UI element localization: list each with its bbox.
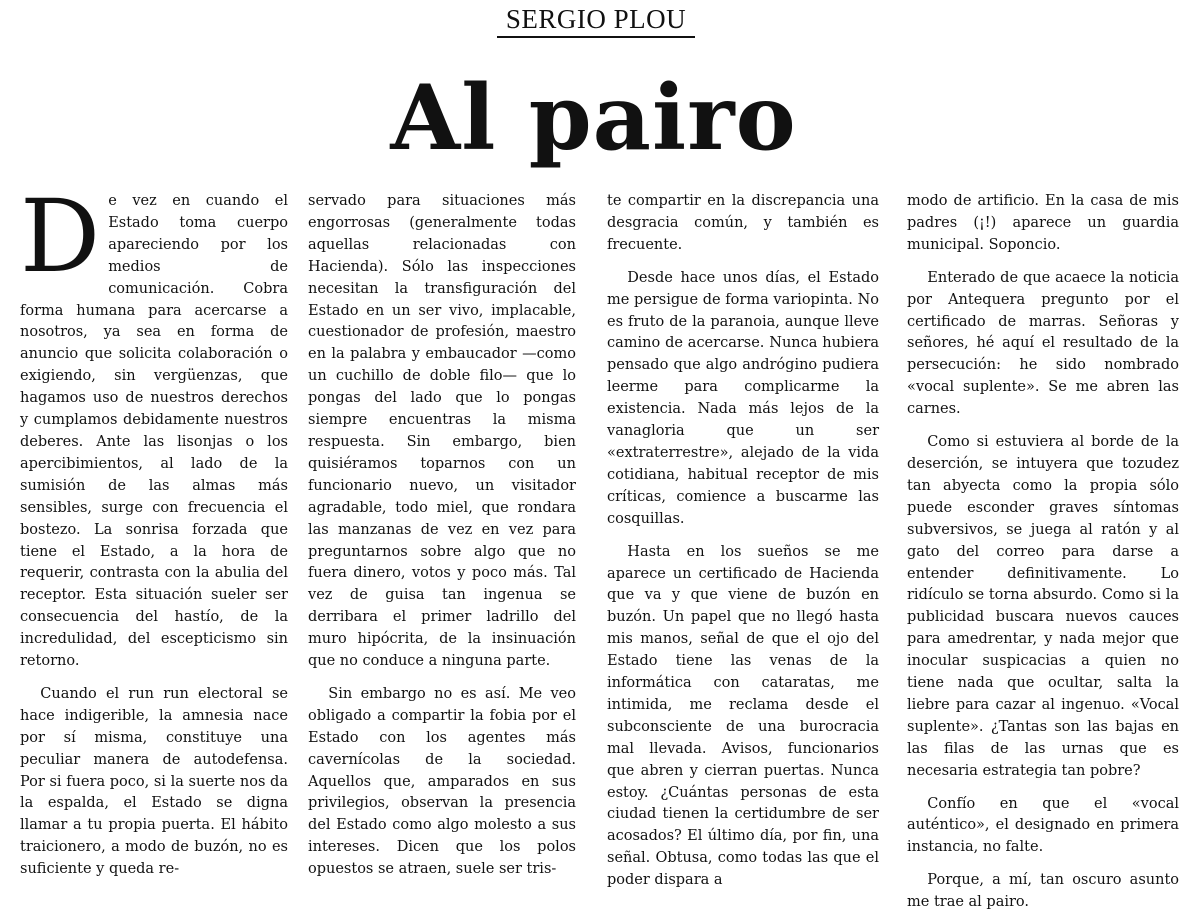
article-paragraph: Hasta en los sueños se me aparece un certificado de Hacienda que va y que viene de buzón en buzón. Un papel que no llegó hasta mis manos, señal de que el ojo del Estado tiene las venas de la informática con cataratas, me intimida, me reclama desde el subconsciente de una burocracia mal llevada. Avisos, funcionarios que abren y cierran puertas. Nunca estoy. ¿Cuántas personas de esta ciudad tienen la certidumbre de ser acosados? El último día, por fin, una señal. Obtusa, como todas las que el poder dispara a — [607, 543, 879, 889]
article-paragraph: Como si estuviera al borde de la deserción, se intuyera que tozudez tan abyecta como la propia sólo puede esconder graves síntomas subversivos, se juega al ratón y al gato del correo para darse a entender definitivamente. Lo ridículo se torna absurdo. Como si la publicidad buscara nuevos cauces para amedrentar, y nada mejor que inocular suspicacias a quien no tiene nada que ocultar, salta la liebre para cazar al ingenuo. «Vocal suplente». ¿Tantas son las bajas en las filas de las urnas que es necesaria estrategia tan pobre? — [907, 434, 1179, 779]
article-paragraph: te compartir en la discrepancia una desgracia común, y también es frecuente. — [607, 193, 879, 253]
article-paragraph: servado para situaciones más engorrosas (generalmente todas aquellas relacionadas con Hacienda). Sólo las inspecciones necesitan la transfiguración del Estado en un ser vivo, implacable, cuestionador de profesión, maestro en la palabra y embaucador —como un cuchillo de doble filo— que lo pongas del lado que lo pongas siempre encuentras la misma respuesta. Sin embargo, bien quisiéramos toparnos con un funcionario nuevo, un visitador agradable, todo miel, que rondara las manzanas de vez en vez para preguntarnos sobre algo que no fuera dinero, votos y poco más. Tal vez de guisa tan ingenua se derribara el primer ladrillo del muro hipócrita, de la insinuación que no conduce a ninguna parte. — [308, 193, 576, 670]
article-paragraph: Enterado de que acaece la noticia por Antequera pregunto por el certificado de marras. Señoras y señores, hé aquí el resultado de la persecución: he sido nombrado «vocal suplente». Se me abren las carnes. — [907, 269, 1179, 418]
article-paragraph: Porque, a mí, tan oscuro asunto me trae al pairo. — [907, 872, 1179, 911]
article-column-3 — [607, 191, 879, 889]
article-column-1 — [20, 178, 288, 878]
drop-cap: D — [20, 178, 101, 295]
article-headline: Al pairo — [390, 65, 797, 171]
article-paragraph: Cuando el run run electoral se hace indigerible, la amnesia nace por sí misma, constituye una peculiar manera de autodefensa. Por si fuera poco, si la suerte nos da la espalda, el Estado se digna llamar a tu propia puerta. El hábito traicionero, a modo de buzón, no es suficiente y queda re- — [20, 685, 288, 878]
article-paragraph: Sin embargo no es así. Me veo obligado a compartir la fobia por el Estado con los agentes más cavernícolas de la sociedad. Aquellos que, amparados en sus privilegios, observan la presencia del Estado como algo molesto a sus intereses. Dicen que los polos opuestos se atraen, suele ser tris- — [308, 685, 576, 878]
article-column-4 — [907, 191, 1179, 911]
article-column-2 — [308, 191, 576, 878]
article-paragraph: Confío en que el «vocal auténtico», el designado en primera instancia, no falte. — [907, 795, 1179, 856]
article-paragraph: Desde hace unos días, el Estado me persigue de forma variopinta. No es fruto de la paranoia, aunque lleve camino de acercarse. Nunca hubiera pensado que algo andrógino pudiera leerme para complicarme la existencia. Nada más lejos de la vanagloria que un ser «extraterrestre», alejado de la vida cotidiana, habitual receptor de mis críticas, comience a buscarme las cosquillas. — [607, 269, 879, 527]
author-byline: SERGIO PLOU — [497, 4, 695, 38]
article-paragraph: De vez en cuando el Estado toma cuerpo apareciendo por los medios de comunicación. Cobra forma humana para acercarse a nosotros, ya sea en forma de anuncio que solicita colaboración o exigiendo, sin vergüenzas, que hagamos uso de nuestros derechos y cumplamos debidamente nuestros deberes. Ante las lisonjas o los apercibimientos, al lado de la sumisión de las almas más sensibles, surge con frecuencia el bostezo. La sonrisa forzada que tiene el Estado, a la hora de requerir, contrasta con la abulia del receptor. Esta situación sueler ser consecuencia del hastío, de la incredulidad, del escepticismo sin retorno. — [20, 178, 288, 670]
article-paragraph: modo de artificio. En la casa de mis padres (¡!) aparece un guardia municipal. Soponcio. — [907, 193, 1179, 253]
